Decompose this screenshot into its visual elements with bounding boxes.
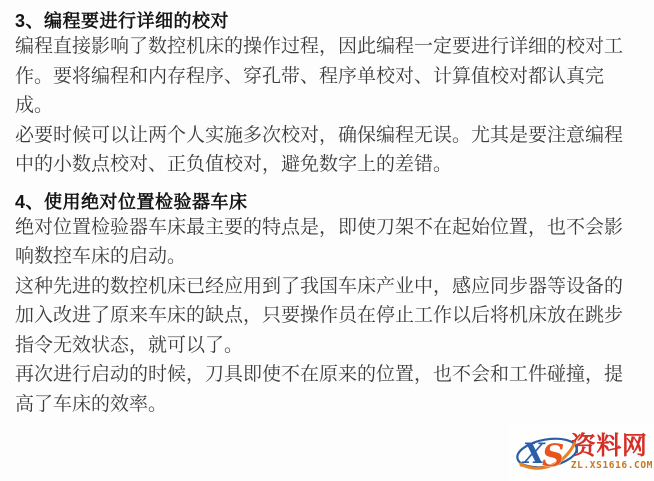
watermark-text-block: [571, 433, 653, 471]
section-heading-4: 4、使用绝对位置检验器车床: [15, 191, 248, 212]
paragraph: 必要时候可以让两个人实施多次校对，确保编程无误。尤其是要注意编程中的小数点校对、正负值校对，避免数字上的差错。: [15, 124, 624, 175]
watermark-site-name: 资料网: [570, 432, 648, 460]
section-heading-3: 3、编程要进行详细的校对: [15, 11, 230, 31]
svg-text:X: X: [522, 437, 545, 470]
paragraph: 再次进行启动的时候，刀具即使不在原来的位置，也不会和工件碰撞，提高了车床的效率。: [15, 364, 624, 415]
xs-logo-icon: [512, 426, 582, 478]
paragraph: 绝对位置检验器车床最主要的特点是，即使刀架不在起始位置，也不会影响数控车床的启动。: [15, 216, 624, 267]
svg-text:S: S: [541, 438, 565, 474]
paragraph: 这种先进的数控机床已经应用到了我国车床产业中，感应同步器等设备的加入改进了原来车床的缺点，只要操作员在停止工作以后将机床放在跳步指令无效状态，就可以了。: [15, 275, 624, 356]
paragraph: 编程直接影响了数控机床的操作过程，因此编程一定要进行详细的校对工作。要将编程和内存程序、穿孔带、程序单校对、计算值校对都认真完成。: [15, 36, 624, 116]
watermark: [508, 424, 654, 481]
watermark-site-url: ZL.XS1616.COM: [570, 460, 653, 471]
